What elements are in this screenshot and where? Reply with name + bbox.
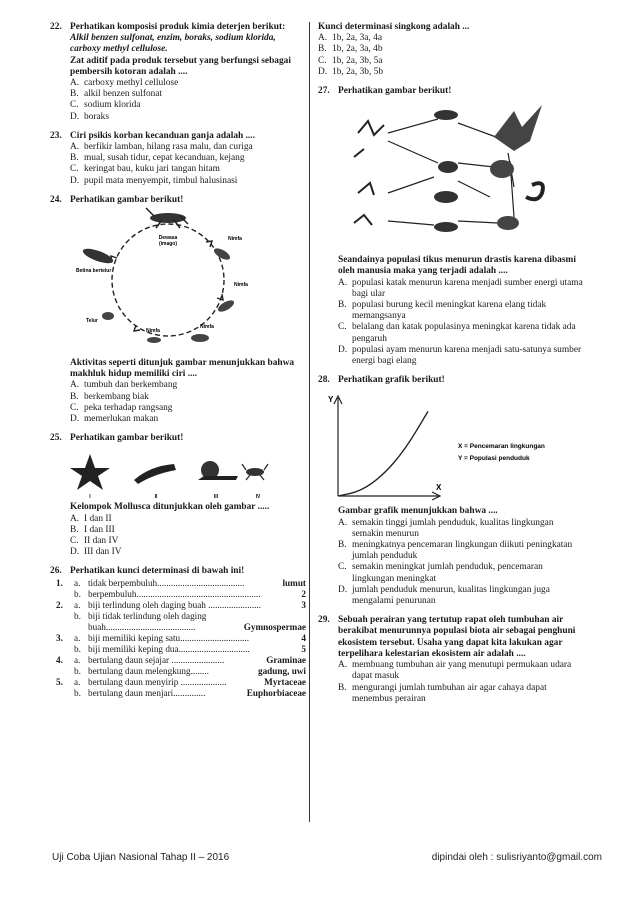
key-text: berpembuluh......................................................	[88, 588, 261, 599]
label-iii: III	[213, 494, 219, 501]
key-text: bertulang daun melengkung........	[88, 665, 209, 676]
question-28	[318, 375, 584, 607]
key-text: biji memiliki keping satu..............................	[88, 632, 250, 643]
bird-icon	[438, 161, 458, 173]
option-d[interactable]	[50, 547, 306, 558]
question-text: Gambar grafik menunjukkan bahwa ....	[338, 506, 498, 517]
option-letter: D.	[338, 344, 348, 355]
nymph-icon	[147, 337, 161, 343]
question-29	[318, 615, 584, 705]
question-24	[50, 195, 306, 425]
egg-pod-icon	[102, 312, 114, 320]
option-letter: A.	[338, 517, 348, 528]
option-letter: D.	[318, 66, 328, 77]
option-a[interactable]	[318, 518, 584, 540]
option-text: populasi burung kecil meningkat karena elang tidak memangsanya	[352, 300, 547, 322]
option-letter: B.	[338, 540, 347, 551]
key-letter: a.	[74, 599, 81, 610]
option-a[interactable]	[318, 33, 584, 44]
option-text: boraks	[84, 111, 109, 122]
key-result: Euphorbiaceae	[246, 687, 306, 698]
label-adult: Dewasa	[158, 235, 178, 242]
option-letter: D.	[338, 584, 348, 595]
option-text: meningkatnya pencemaran lingkungan diikuti peningkatan jumlah penduduk	[352, 540, 573, 562]
key-step	[56, 688, 74, 699]
question-text: Seandainya populasi tikus menurun drastis karena dibasmi oleh manusia maka yang terjadi adalah ....	[338, 255, 576, 277]
question-number: 29.	[318, 615, 330, 626]
option-b[interactable]	[50, 392, 306, 403]
option-d[interactable]	[318, 345, 584, 367]
option-a[interactable]	[318, 278, 584, 300]
option-letter: A.	[318, 33, 328, 44]
question-number: 27.	[318, 86, 330, 97]
option-text: jumlah penduduk menurun, kualitas lingkungan juga mengalami penurunan	[352, 584, 550, 607]
option-letter: C.	[70, 402, 79, 413]
key-letter: b.	[74, 665, 81, 676]
option-letter: A.	[70, 513, 80, 524]
key-step	[56, 644, 74, 655]
label-nimfa: Nimfa	[200, 324, 214, 331]
key-text: biji memiliki keping dua...............................	[88, 643, 250, 654]
option-text: sodium klorida	[84, 100, 141, 111]
option-text: 1b, 2a, 3a, 4a	[332, 33, 382, 44]
label-nimfa: Nimfa	[146, 328, 160, 335]
snake-icon	[526, 183, 543, 199]
option-d[interactable]	[50, 176, 306, 187]
key-result: 4	[301, 632, 306, 643]
snail-icon	[198, 461, 238, 480]
key-step: 5.	[56, 676, 63, 687]
nymph-icon	[191, 334, 209, 342]
option-letter: A.	[70, 78, 80, 89]
option-text: III dan IV	[84, 547, 122, 558]
question-text: Perhatikan kunci determinasi di bawah ini!	[70, 566, 245, 577]
option-text: mengurangi jumlah tumbuhan air agar cahaya dapat menembus perairan	[352, 682, 547, 704]
adult-grasshopper-icon	[146, 208, 188, 228]
key-letter	[74, 622, 88, 633]
key-step	[56, 589, 74, 600]
key-letter: b.	[74, 643, 81, 654]
key-result: gadung, uwi	[257, 665, 306, 676]
animals-figure	[50, 444, 286, 500]
option-text: membuang tumbuhan air yang menutupi permukaan udara dapat masuk	[352, 660, 572, 682]
option-text: II dan IV	[84, 536, 119, 547]
option-letter: B.	[70, 89, 79, 100]
label-iv: IV	[255, 494, 261, 501]
grasshopper-life-cycle-figure	[50, 206, 286, 356]
key-step: 3.	[56, 632, 63, 643]
key-letter: b.	[74, 588, 81, 599]
key-text: tidak berpembuluh......................................	[88, 577, 245, 588]
option-letter: D.	[70, 547, 80, 558]
question-text: Zat aditif pada produk tersebut yang berfungsi sebagai pembersih kotoran adalah ....	[70, 55, 291, 77]
determination-key	[50, 578, 306, 699]
option-text: semakin meningkat jumlah penduduk, pencemaran lingkungan meningkat	[352, 562, 543, 584]
question-25	[50, 433, 306, 558]
label-imago: (imago)	[158, 241, 178, 248]
option-b[interactable]	[50, 89, 306, 100]
key-text: bertulang daun menjari..............	[88, 687, 206, 698]
key-text: biji tidak terlindung oleh daging	[88, 610, 207, 621]
option-text: belalang dan katak populasinya meningkat karena tidak ada pengaruh	[352, 322, 576, 344]
option-a[interactable]	[318, 660, 584, 682]
female-laying-icon	[81, 246, 114, 266]
key-letter: b.	[74, 610, 81, 621]
option-b[interactable]	[318, 44, 584, 55]
key-step	[56, 611, 74, 622]
option-c[interactable]	[318, 322, 584, 344]
chicken-icon	[490, 160, 514, 178]
option-b[interactable]	[318, 540, 584, 562]
key-step	[56, 666, 74, 677]
option-text: 1b, 2a, 3a, 4b	[332, 44, 383, 55]
option-letter: A.	[338, 277, 348, 288]
option-text: I dan III	[84, 524, 115, 535]
option-text: 1b, 2a, 3b, 5a	[332, 55, 383, 66]
key-result: 3	[301, 599, 306, 610]
question-number: 28.	[318, 375, 330, 386]
option-d[interactable]	[318, 585, 584, 607]
nymph-icon	[216, 298, 236, 314]
cycle-arrow-icon	[206, 241, 212, 247]
option-letter: D.	[70, 414, 80, 425]
grasshopper-icon	[434, 110, 458, 120]
key-result: Graminae	[266, 654, 306, 665]
eagle-icon	[494, 105, 542, 151]
series-line	[338, 412, 428, 497]
option-text: semakin tinggi jumlah penduduk, kualitas lingkungan semakin menurun	[352, 517, 554, 539]
key-step	[56, 622, 74, 633]
key-row	[56, 589, 306, 600]
option-letter: B.	[70, 153, 79, 164]
key-step: 4.	[56, 654, 63, 665]
left-column	[50, 22, 306, 707]
key-text: biji terlindung oleh daging buah .......................	[88, 599, 262, 610]
option-text: keringat bau, kuku jari tangan hitam	[84, 164, 220, 175]
option-text: I dan II	[84, 513, 112, 524]
option-letter: C.	[70, 536, 79, 547]
question-number: 26.	[50, 566, 62, 577]
rat-icon	[434, 191, 458, 203]
question-26-continued	[318, 22, 584, 78]
option-c[interactable]	[318, 562, 584, 584]
right-column	[318, 22, 584, 713]
option-text: alkil benzen sulfonat	[84, 89, 163, 100]
option-letter: B.	[338, 682, 347, 693]
frog-icon	[497, 216, 519, 230]
question-number: 23.	[50, 130, 62, 141]
option-letter: A.	[70, 380, 80, 391]
key-row	[56, 644, 306, 655]
y-axis-label: Y	[328, 395, 334, 405]
question-text: Kunci determinasi singkong adalah ...	[318, 22, 470, 32]
question-number: 22.	[50, 22, 62, 32]
option-b[interactable]	[318, 300, 584, 322]
key-letter: b.	[74, 687, 81, 698]
plant-icon	[354, 121, 384, 225]
label-betina: Betina bertelur	[76, 268, 112, 275]
option-a[interactable]	[50, 142, 306, 153]
key-result: lumut	[282, 577, 306, 588]
key-row	[56, 600, 306, 611]
option-letter: C.	[70, 164, 79, 175]
key-step: 1.	[56, 577, 63, 588]
option-letter: B.	[338, 300, 347, 311]
option-text: pupil mata menyempit, timbul halusinasi	[84, 175, 238, 186]
question-text: Ciri psikis korban kecanduan ganja adalah ....	[70, 130, 255, 141]
question-27	[318, 86, 584, 367]
option-b[interactable]	[318, 683, 584, 705]
option-d[interactable]	[318, 67, 584, 78]
option-text: peka terhadap rangsang	[84, 402, 173, 413]
option-letter: B.	[70, 524, 79, 535]
legend-y: Y = Populasi penduduk	[458, 455, 530, 463]
key-row	[56, 655, 306, 666]
option-b[interactable]	[50, 153, 306, 164]
option-text: berfikir lamban, hilang rasa malu, dan curiga	[84, 142, 253, 153]
question-text: Perhatikan gambar berikut!	[70, 194, 184, 205]
key-result: 2	[301, 588, 306, 599]
question-text: Sebuah perairan yang tertutup rapat oleh tumbuhan air berakibat menurunnya populasi biota air sebagai penghuni ekosistem tersebut. Usaha yang dapat kita lakukan agar terpelihara kelestarian ekosistem air adalah ....	[338, 615, 576, 659]
question-26	[50, 566, 306, 698]
key-result: Myrtaceae	[264, 676, 306, 687]
insect-icon	[242, 464, 268, 480]
label-nimfa: Nimfa	[234, 282, 248, 289]
question-intro: Perhatikan komposisi produk kimia deterjen berikut:	[70, 22, 286, 32]
grasshopper-icon	[434, 222, 458, 232]
key-row	[56, 677, 306, 688]
label-telur: Telur	[86, 318, 98, 325]
key-row	[56, 688, 306, 699]
key-result: Gymnospermae	[243, 621, 306, 632]
key-text: bertulang daun sejajar .......................	[88, 654, 225, 665]
option-text: tumbuh dan berkembang	[84, 380, 178, 391]
option-letter: C.	[338, 562, 347, 573]
worm-icon	[134, 464, 176, 484]
option-c[interactable]	[50, 164, 306, 175]
option-letter: D.	[70, 111, 80, 122]
option-text: berkembang biak	[84, 391, 149, 402]
label-nimfa: Nimfa	[228, 236, 242, 243]
key-result: 5	[301, 643, 306, 654]
option-letter: A.	[338, 660, 348, 671]
option-text: populasi ayam menurun karena menjadi satu-satunya sumber energi bagi elang	[352, 344, 582, 367]
option-letter: C.	[338, 322, 347, 333]
option-c[interactable]	[50, 403, 306, 414]
option-text: 1b, 2a, 3b, 5b	[332, 66, 384, 77]
option-c[interactable]	[50, 536, 306, 547]
food-web-figure	[318, 97, 580, 253]
key-text: bertulang daun menyirip ....................	[88, 676, 227, 687]
population-pollution-chart	[318, 386, 580, 504]
option-a[interactable]	[50, 514, 306, 525]
question-23	[50, 131, 306, 187]
option-a[interactable]	[50, 78, 306, 89]
label-ii: II	[154, 494, 158, 501]
option-letter: C.	[318, 55, 327, 66]
key-row	[56, 578, 306, 589]
option-letter: A.	[70, 142, 80, 153]
key-row	[56, 611, 306, 622]
option-text: populasi katak menurun karena menjadi sumber energi utama bagi ular	[352, 277, 583, 299]
option-a[interactable]	[50, 380, 306, 391]
question-text: Kelompok Mollusca ditunjukkan oleh gambar .....	[70, 502, 270, 513]
option-d[interactable]	[50, 112, 306, 123]
option-letter: B.	[70, 391, 79, 402]
option-letter: D.	[70, 175, 80, 186]
question-number: 25.	[50, 433, 62, 444]
option-letter: C.	[70, 100, 79, 111]
option-text: memerlukan makan	[84, 414, 159, 425]
key-row	[56, 622, 306, 633]
question-number: 24.	[50, 194, 62, 205]
footer-left: Uji Coba Ujian Nasional Tahap II – 2016	[52, 852, 230, 863]
x-axis-label: X	[436, 483, 442, 493]
starfish-icon	[70, 454, 110, 490]
option-text: mual, susah tidur, cepat kecanduan, kejang	[84, 153, 245, 164]
cycle-arrow-icon	[217, 294, 223, 300]
key-letter: a.	[74, 654, 81, 665]
key-row	[56, 633, 306, 644]
key-letter: a.	[74, 577, 81, 588]
key-step: 2.	[56, 599, 63, 610]
column-divider	[309, 22, 310, 822]
option-b[interactable]	[50, 525, 306, 536]
legend-x: X = Pencemaran lingkungan	[458, 443, 545, 451]
option-c[interactable]	[318, 56, 584, 67]
option-c[interactable]	[50, 100, 306, 111]
key-row	[56, 666, 306, 677]
key-text: buah.......................................	[88, 621, 196, 632]
question-22	[50, 22, 306, 123]
nymph-icon	[212, 246, 232, 262]
option-letter: B.	[318, 44, 327, 55]
option-text: carboxy methyl cellulose	[84, 78, 179, 89]
key-letter: a.	[74, 676, 81, 687]
question-text: Perhatikan gambar berikut!	[70, 433, 184, 444]
question-text: Perhatikan gambar berikut!	[338, 86, 452, 97]
key-letter: a.	[74, 632, 81, 643]
question-text: Perhatikan grafik berikut!	[338, 375, 445, 386]
label-i: I	[89, 494, 91, 501]
question-text: Aktivitas seperti ditunjuk gambar menunjukkan bahwa makhluk hidup memiliki ciri ....	[70, 358, 295, 380]
option-d[interactable]	[50, 414, 306, 425]
footer-right: dipindai oleh : sulisriyanto@gmail.com	[431, 852, 602, 863]
question-italic: Alkil benzen sulfonat, enzim, boraks, sodium klorida, carboxy methyl cellulose.	[70, 33, 276, 55]
